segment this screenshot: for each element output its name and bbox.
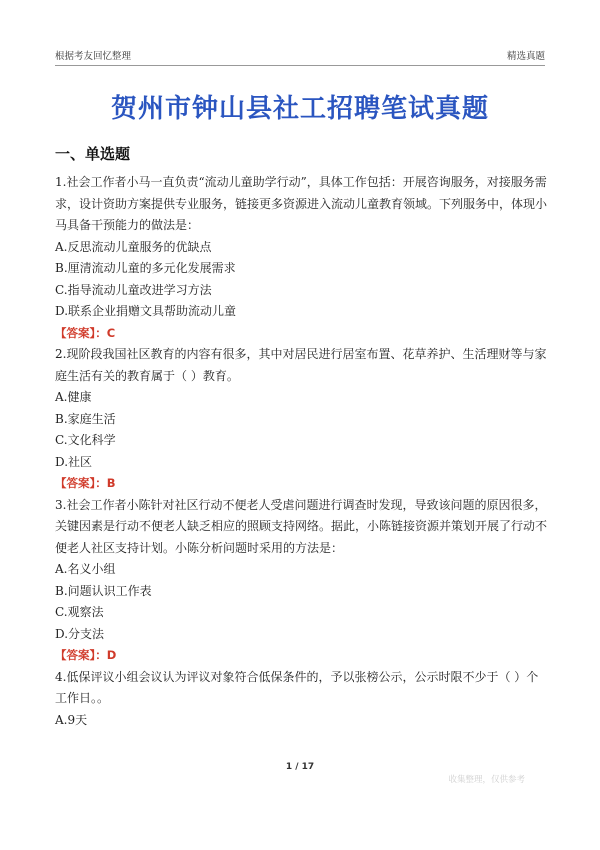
page-number: 1 / 17 (285, 762, 315, 772)
question-4 (55, 667, 550, 732)
option-b: B.厘清流动儿童的多元化发展需求 (55, 261, 236, 275)
question-list (55, 172, 550, 731)
header-right-text: 精选真题 (506, 51, 545, 62)
page-title: 贺州市钟山县社工招聘笔试真题 (110, 94, 489, 124)
section-heading: 一、单选题 (55, 145, 131, 163)
question-stem: 1.社会工作者小马一直负责“流动儿童助学行动”，具体工作包括：开展咨询服务，对接服务需求，设计资助方案提供专业服务，链接更多资源进入流动儿童教育领域。下列服务中，体现小马具备干预能力的做法是： (55, 175, 548, 232)
question-stem: 4.低保评议小组会议认为评议对象符合低保条件的，予以张榜公示，公示时限不少于（ ）个工作日。。 (55, 669, 539, 705)
header-left-text: 根据考友回忆整理 (55, 51, 132, 62)
option-d: D.分支法 (55, 626, 105, 641)
option-a: A.健康 (55, 390, 92, 404)
answer-label: 【答案】：B (55, 476, 116, 490)
option-a: A.名义小组 (55, 562, 116, 576)
option-b: B.问题认识工作表 (55, 583, 152, 598)
question-stem: 3.社会工作者小陈针对社区行动不便老人受虐问题进行调查时发现，导致该问题的原因很多，关键因素是行动不便老人缺乏相应的照顾支持网络。据此，小陈链接资源并策划开展了行动不便老人社区支持计划。小陈分析问题时采用的方法是： (55, 497, 548, 555)
answer-label: 【答案】：D (55, 648, 117, 662)
answer-label: 【答案】：C (55, 325, 116, 340)
question-stem: 2.现阶段我国社区教育的内容有很多，其中对居民进行居室布置、花草养护、生活理财等与家庭生活有关的教育属于（ ）教育。 (55, 347, 547, 383)
option-c: C.文化科学 (55, 433, 116, 447)
option-d: D.社区 (55, 454, 93, 469)
question-3 (55, 495, 550, 667)
question-1 (55, 172, 550, 344)
option-a: A.9天 (55, 712, 88, 727)
page-header (55, 42, 545, 66)
option-b: B.家庭生活 (55, 411, 116, 426)
option-c: C.指导流动儿童改进学习方法 (55, 282, 212, 297)
option-a: A.反思流动儿童服务的优缺点 (55, 239, 212, 254)
watermark-text: 收集整理，仅供参考 (448, 775, 525, 785)
question-2 (55, 344, 550, 495)
option-d: D.联系企业捐赠文具帮助流动儿童 (55, 304, 237, 318)
option-c: C.观察法 (55, 605, 104, 619)
